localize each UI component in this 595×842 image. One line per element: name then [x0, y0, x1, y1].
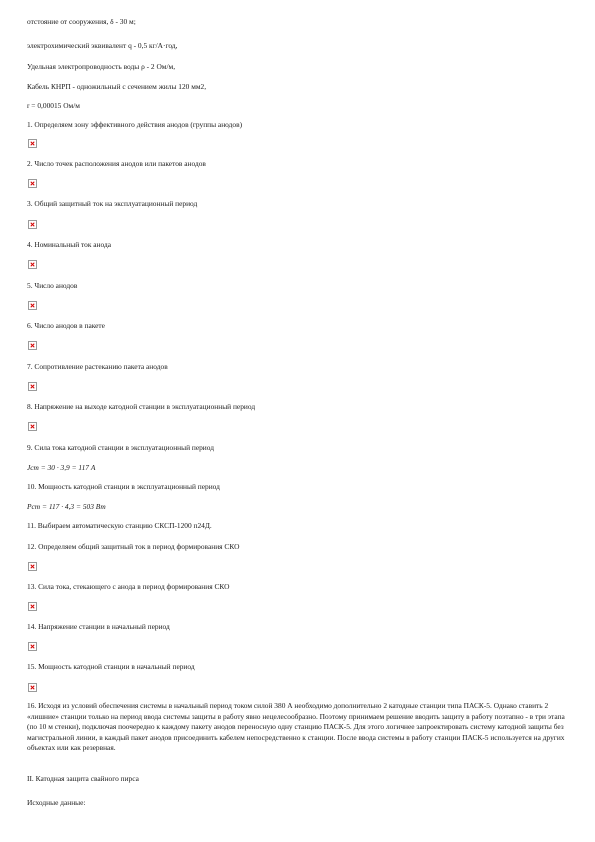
step-heading: 5. Число анодов: [27, 281, 78, 290]
broken-image-icon: [28, 562, 37, 571]
step-heading: 9. Сила тока катодной станции в эксплуатационный период: [27, 443, 215, 452]
step-heading: 11. Выбираем автоматическую станцию СКСП-1200 п24Д.: [27, 521, 212, 530]
broken-image-icon: [28, 301, 37, 310]
broken-image-icon: [28, 260, 37, 269]
step-heading: 6. Число анодов в пакете: [27, 321, 105, 330]
subsection-label: Исходные данные:: [27, 798, 86, 807]
paragraph: 16. Исходя из условий обеспечения системы в начальный период током силой 380 А необходимо дополнительно 2 катодные станции типа ПАСК-5. Однако ставить 2 «лишние» станции только на период ввода системы защиты в работу явно нецелесообразно. Поэтому принимаем решение вводить защиту в работу поэтапно - в три этапа (по 10 м стенки), подключая поочередно к каждому пакету анодов переносную одну станцию ПАСК-5. Для этого логичнее запроектировать систему катодной защиты без магистральной линии, в каждый пакет анодов присоединить кабелем непосредственно к станции. После ввода системы в работу станции ПАСК-5 используется на других объектах или как резервная.: [27, 701, 565, 753]
step-heading: 4. Номинальный ток анода: [27, 240, 112, 249]
step-heading: 7. Сопротивление растеканию пакета анодов: [27, 362, 168, 371]
broken-image-icon: [28, 382, 37, 391]
step-heading: 13. Сила тока, стекающего с анода в период формирования СКО: [27, 582, 230, 591]
text-line: Кабель КНРП - одножильный с сечением жилы 120 мм2,: [27, 82, 207, 91]
text-line: Удельная электропроводность воды ρ - 2 Ом/м,: [27, 62, 176, 71]
step-heading: 3. Общий защитный ток на эксплуатационный период: [27, 199, 198, 208]
broken-image-icon: [28, 220, 37, 229]
section-heading: II. Катодная защита свайного пирса: [27, 774, 139, 783]
step-heading: 15. Мощность катодной станции в начальный период: [27, 662, 195, 671]
broken-image-icon: [28, 139, 37, 148]
text-line: r = 0,00015 Ом/м: [27, 101, 80, 110]
step-heading: 8. Напряжение на выходе катодной станции в эксплуатационный период: [27, 402, 256, 411]
broken-image-icon: [28, 683, 37, 692]
broken-image-icon: [28, 602, 37, 611]
broken-image-icon: [28, 341, 37, 350]
text-line: отстояние от сооружения, δ - 30 м;: [27, 17, 136, 26]
broken-image-icon: [28, 422, 37, 431]
formula-line: Jст = 30 · 3,9 = 117 А: [27, 463, 96, 472]
step-heading: 10. Мощность катодной станции в эксплуатационный период: [27, 482, 220, 491]
broken-image-icon: [28, 642, 37, 651]
broken-image-icon: [28, 179, 37, 188]
formula-line: Рст = 117 · 4,3 = 503 Вт: [27, 502, 106, 511]
step-heading: 1. Определяем зону эффективного действия анодов (группы анодов): [27, 120, 243, 129]
step-heading: 2. Число точек расположения анодов или пакетов анодов: [27, 159, 206, 168]
step-heading: 14. Напряжение станции в начальный период: [27, 622, 170, 631]
step-heading: 12. Определяем общий защитный ток в период формирования СКО: [27, 542, 240, 551]
text-line: электрохимический эквивалент q - 0,5 кг/А·год,: [27, 41, 178, 50]
